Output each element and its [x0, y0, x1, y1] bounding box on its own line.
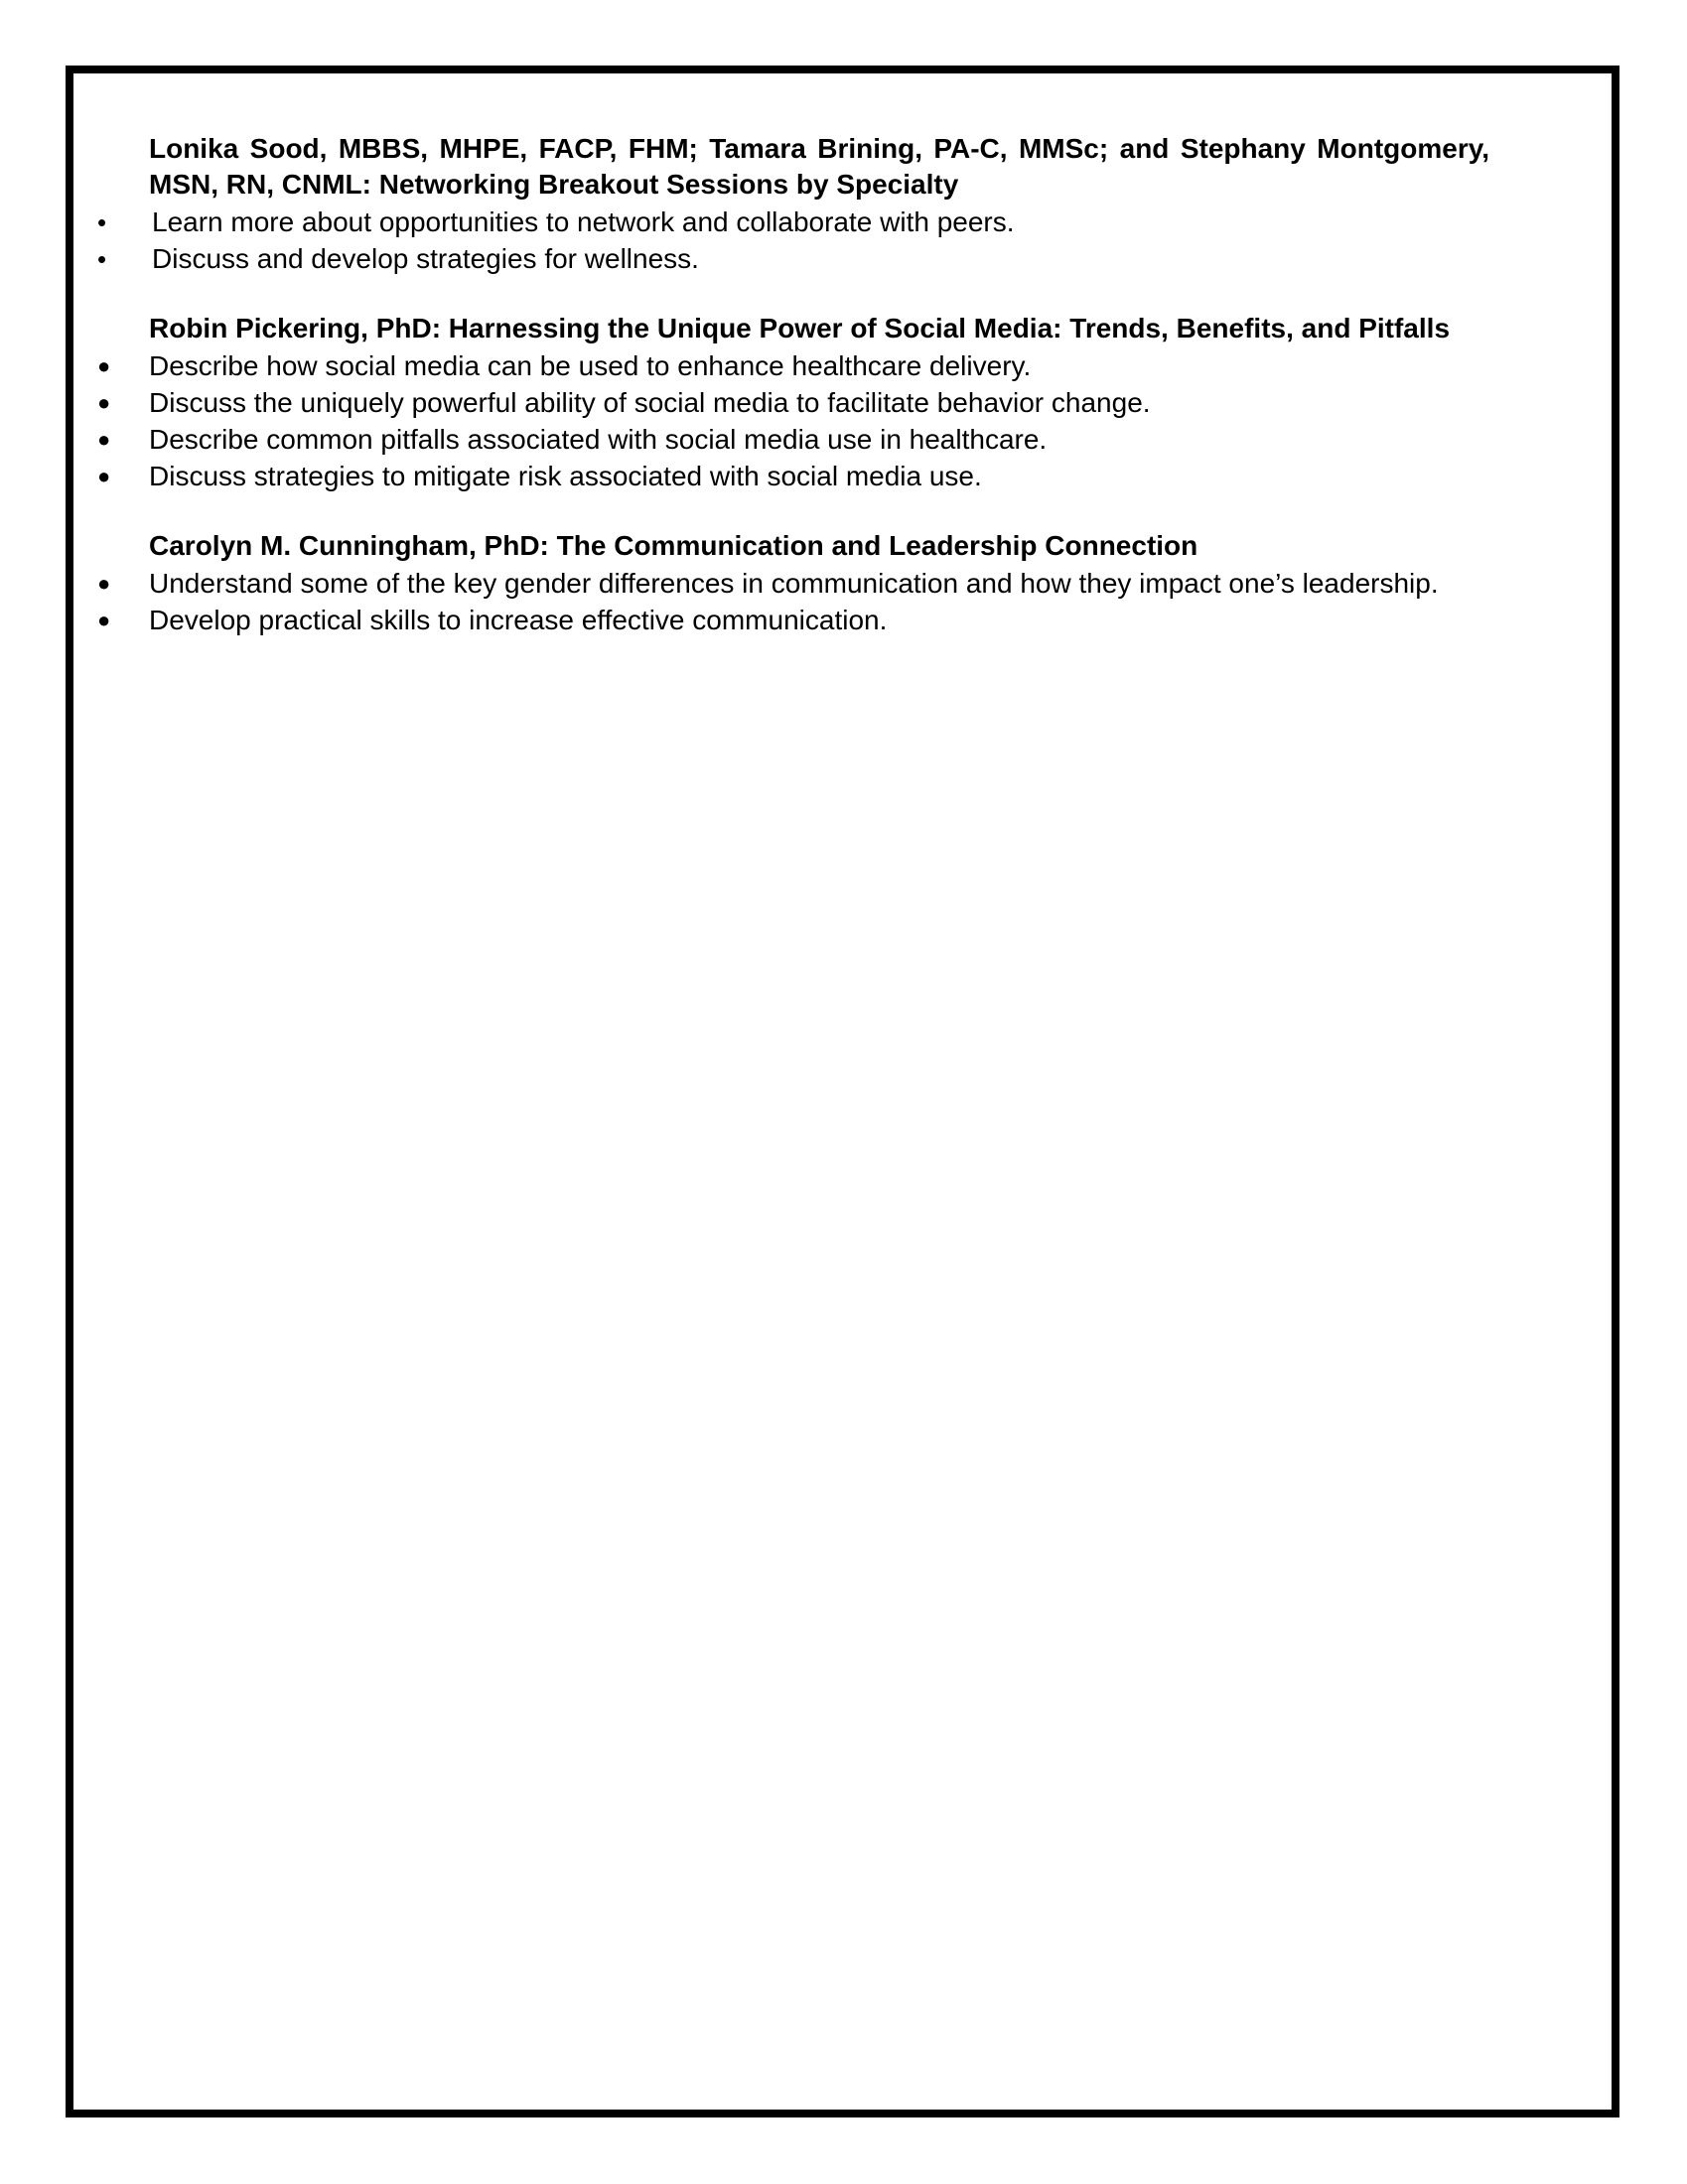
bullet-icon: ● — [97, 353, 111, 378]
bullet-icon: ● — [97, 427, 111, 452]
bullet-icon: ● — [97, 571, 111, 596]
list-item — [97, 566, 1489, 602]
bullet-icon: ● — [97, 390, 111, 415]
list-item — [97, 385, 1489, 421]
session-title: Lonika Sood, MBBS, MHPE, FACP, FHM; Tamara Brining, PA-C, MMSc; and Stephany Montgomery, MSN, RN, CNML: Networking Breakout Sessions by Specialty — [149, 133, 1489, 200]
bullet-icon: • — [97, 244, 107, 274]
list-item — [97, 241, 1489, 277]
document-body — [97, 131, 1489, 672]
bullet-icon: • — [97, 207, 107, 237]
objective-text: Discuss strategies to mitigate risk associated with social media use. — [149, 461, 982, 491]
session-networking — [97, 131, 1489, 277]
session-title: Robin Pickering, PhD: Harnessing the Unique Power of Social Media: Trends, Benefits, and Pitfalls — [149, 313, 1451, 343]
session-social-media — [97, 311, 1489, 494]
bullet-icon: ● — [97, 464, 111, 488]
objective-list — [97, 348, 1489, 494]
objective-list — [97, 566, 1489, 638]
list-item — [97, 422, 1489, 458]
objective-text: Understand some of the key gender differences in communication and how they impact one’s leadership. — [149, 568, 1439, 599]
session-title: Carolyn M. Cunningham, PhD: The Communication and Leadership Connection — [149, 530, 1198, 561]
bullet-icon: ● — [97, 608, 111, 632]
objective-text: Develop practical skills to increase effective communication. — [149, 605, 888, 635]
objective-text: Discuss and develop strategies for wellness. — [152, 243, 699, 274]
objective-text: Describe common pitfalls associated with social media use in healthcare. — [149, 424, 1048, 455]
list-item — [97, 459, 1489, 494]
list-item — [97, 348, 1489, 384]
list-item — [97, 205, 1489, 240]
objective-text: Learn more about opportunities to network and collaborate with peers. — [152, 206, 1015, 237]
objective-text: Discuss the uniquely powerful ability of social media to facilitate behavior change. — [149, 387, 1151, 418]
objective-list — [97, 205, 1489, 277]
session-communication-leadership — [97, 528, 1489, 638]
list-item — [97, 603, 1489, 638]
objective-text: Describe how social media can be used to enhance healthcare delivery. — [149, 350, 1032, 381]
